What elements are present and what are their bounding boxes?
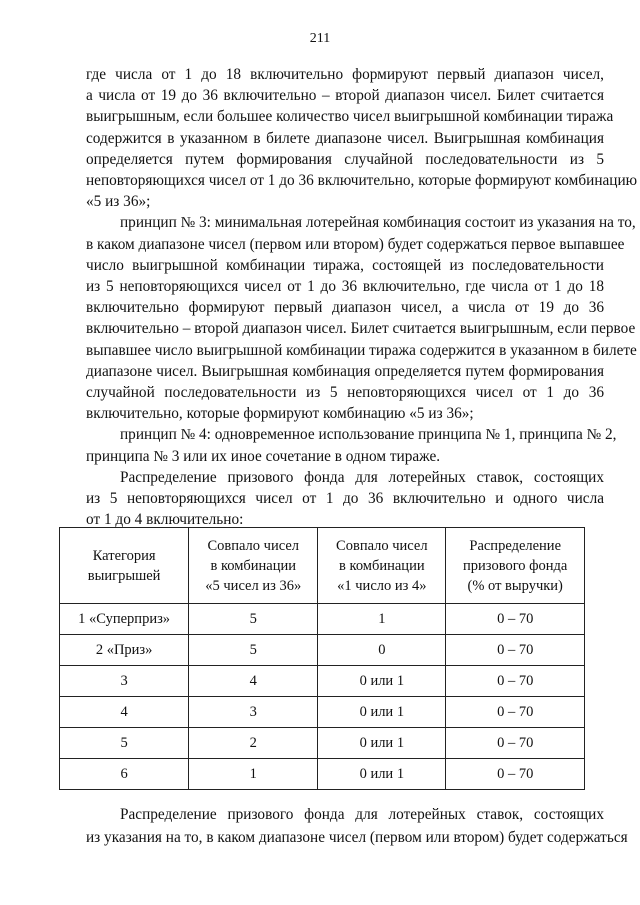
header-line: «5 чисел из 36» [205, 577, 302, 594]
table-row [60, 759, 585, 790]
table-cell: 5 [189, 604, 318, 635]
text-line: случайной последовательности из 5 неповторяющихся чисел от 1 до 36 [86, 384, 604, 402]
text-line: Распределение призового фонда для лотерейных ставок, состоящих [120, 468, 604, 486]
text-line: «5 из 36»; [86, 193, 151, 211]
table-cell: 0 – 70 [446, 604, 585, 635]
table-row [60, 728, 585, 759]
text-line: диапазоне чисел. Выигрышная комбинация определяется путем формирования [86, 362, 604, 380]
body-text [86, 64, 638, 530]
text-line: а числа от 19 до 36 включительно – второй диапазон чисел. Билет считается [86, 87, 604, 105]
table-cell: 1 «Суперприз» [60, 604, 189, 635]
header-line: Совпало чисел [207, 537, 300, 554]
header-line: в комбинации [339, 557, 425, 574]
header-cell [60, 528, 189, 604]
table-cell: 0 или 1 [318, 666, 446, 697]
header-cell [318, 528, 446, 604]
text-line: принципа № 3 или их иное сочетание в одном тираже. [86, 447, 441, 465]
table-row [60, 697, 585, 728]
header-line: в комбинации [210, 557, 297, 574]
table-row [60, 604, 585, 635]
header-line: выигрышей [87, 567, 161, 584]
text-line: выигрышным, если большее количество чисел выигрышной комбинации тиража [86, 108, 614, 126]
text-line: из указания на то, в каком диапазоне чисел (первом или втором) будет содержаться [86, 829, 628, 846]
table-cell: 0 – 70 [446, 759, 585, 790]
header-cell [189, 528, 318, 604]
table-cell: 4 [60, 697, 189, 728]
page-number: 211 [309, 31, 331, 46]
text-line: содержится в указанном в билете диапазоне чисел. Выигрышная комбинация [86, 129, 604, 147]
text-line: из 5 неповторяющихся чисел от 1 до 36 включительно и одного числа [86, 490, 604, 508]
table-cell: 0 [318, 635, 446, 666]
header-line: (% от выручки) [467, 577, 563, 594]
text-line: от 1 до 4 включительно: [86, 511, 244, 529]
text-line: выпавшее число выигрышной комбинации тиража содержится в указанном в билете [86, 341, 637, 359]
table-cell: 0 – 70 [446, 697, 585, 728]
table-cell: 3 [189, 697, 318, 728]
table-header-row [60, 528, 585, 604]
table-cell: 0 – 70 [446, 666, 585, 697]
header-line: «1 число из 4» [337, 577, 427, 594]
header-line: Распределение [469, 537, 562, 554]
header-line: Совпало чисел [336, 537, 428, 554]
table-cell: 6 [60, 759, 189, 790]
table-cell: 0 или 1 [318, 728, 446, 759]
table-row [60, 666, 585, 697]
text-line: Распределение призового фонда для лотерейных ставок, состоящих [120, 806, 604, 823]
table-cell: 1 [189, 759, 318, 790]
header-cell [446, 528, 585, 604]
table-cell: 2 «Приз» [60, 635, 189, 666]
text-line: из 5 неповторяющихся чисел от 1 до 36 включительно, где числа от 1 до 18 [86, 278, 604, 296]
table-cell: 3 [60, 666, 189, 697]
table-cell: 4 [189, 666, 318, 697]
text-line: в каком диапазоне чисел (первом или втором) будет содержаться первое выпавшее [86, 235, 625, 253]
text-line: включительно – второй диапазон чисел. Билет считается выигрышным, если первое [86, 320, 636, 338]
text-line: где числа от 1 до 18 включительно формируют первый диапазон чисел, [86, 66, 604, 83]
table-cell: 5 [60, 728, 189, 759]
text-line: принцип № 3: минимальная лотерейная комбинация состоит из указания на то, [120, 214, 636, 232]
header-line: Категория [92, 547, 156, 564]
table-cell: 5 [189, 635, 318, 666]
body-text-continued [86, 803, 628, 849]
text-line: число выигрышной комбинации тиража, состоящей из последовательности [86, 256, 604, 274]
table-cell: 0 – 70 [446, 728, 585, 759]
table-cell: 0 – 70 [446, 635, 585, 666]
text-line: включительно, которые формируют комбинацию «5 из 36»; [86, 405, 474, 423]
text-line: принцип № 4: одновременное использование принципа № 1, принципа № 2, [120, 426, 617, 444]
table-cell: 0 или 1 [318, 697, 446, 728]
text-line: включительно формируют первый диапазон чисел, а числа от 19 до 36 [86, 299, 604, 317]
table-row [60, 635, 585, 666]
text-line: определяется путем формирования случайной последовательности из 5 [86, 150, 604, 168]
table-cell: 1 [318, 604, 446, 635]
text-line: неповторяющихся чисел от 1 до 36 включительно, которые формируют комбинацию [86, 172, 638, 190]
table-cell: 0 или 1 [318, 759, 446, 790]
header-line: призового фонда [463, 557, 568, 574]
prize-distribution-table [59, 527, 585, 790]
table-cell: 2 [189, 728, 318, 759]
